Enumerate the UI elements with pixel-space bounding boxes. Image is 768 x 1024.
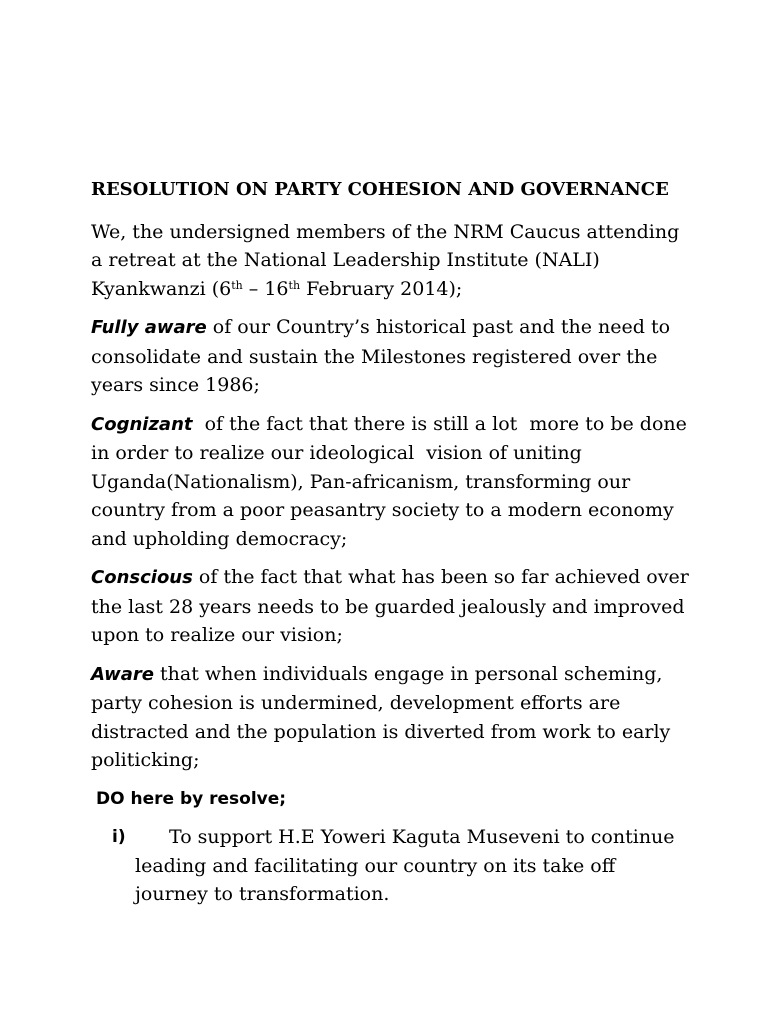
intro-paragraph (91, 218, 691, 304)
intro-superscript-1: th (231, 278, 243, 292)
resolution-text: To support H.E Yoweri Kaguta Museveni to continue leading and facilitating our country on its take off journey to transformation. (135, 826, 675, 905)
document-title: RESOLUTION ON PARTY COHESION AND GOVERNANCE (91, 179, 669, 200)
paragraph-conscious (91, 563, 691, 650)
paragraph-lead-term: Conscious (91, 567, 193, 588)
intro-text-middle: – 16 (242, 277, 289, 300)
paragraph-body: of the fact that what has been so far achieved over the last 28 years needs to be guarded jealously and improved upon to realize our vision; (91, 566, 689, 646)
paragraph-aware (91, 660, 691, 775)
paragraph-cognizant (91, 410, 691, 554)
document-page (91, 176, 691, 909)
resolve-label: DO here by resolve; (96, 788, 287, 809)
paragraph-body: of our Country’s historical past and the need to consolidate and sustain the Milestones registered over the years since 1986; (91, 316, 671, 396)
intro-text-start: We, the undersigned members of the NRM Caucus attending a retreat at the National Leadership Institute (NALI) Kyankwanzi (6 (91, 220, 680, 300)
intro-superscript-2: th (288, 278, 301, 292)
paragraph-body: of the fact that there is still a lot more to be done in order to realize our ideological vision of uniting Uganda(Nationalism), Pan-africanism, transforming our country from a poor peasantry society to a modern economy and upholding democracy; (91, 412, 693, 550)
resolution-item (91, 823, 691, 909)
paragraph-lead-term: Aware (91, 663, 154, 685)
resolution-number: i) (112, 827, 126, 847)
paragraph-lead-term: Cognizant (91, 413, 193, 435)
paragraph-lead-term: Fully aware (91, 317, 207, 338)
paragraph-body: that when individuals engage in personal scheming, party cohesion is undermined, development efforts are distracted and the population is diverted from work to early politicking; (91, 662, 671, 771)
paragraph-fully-aware (91, 313, 691, 400)
intro-text-end: February 2014); (300, 277, 463, 300)
